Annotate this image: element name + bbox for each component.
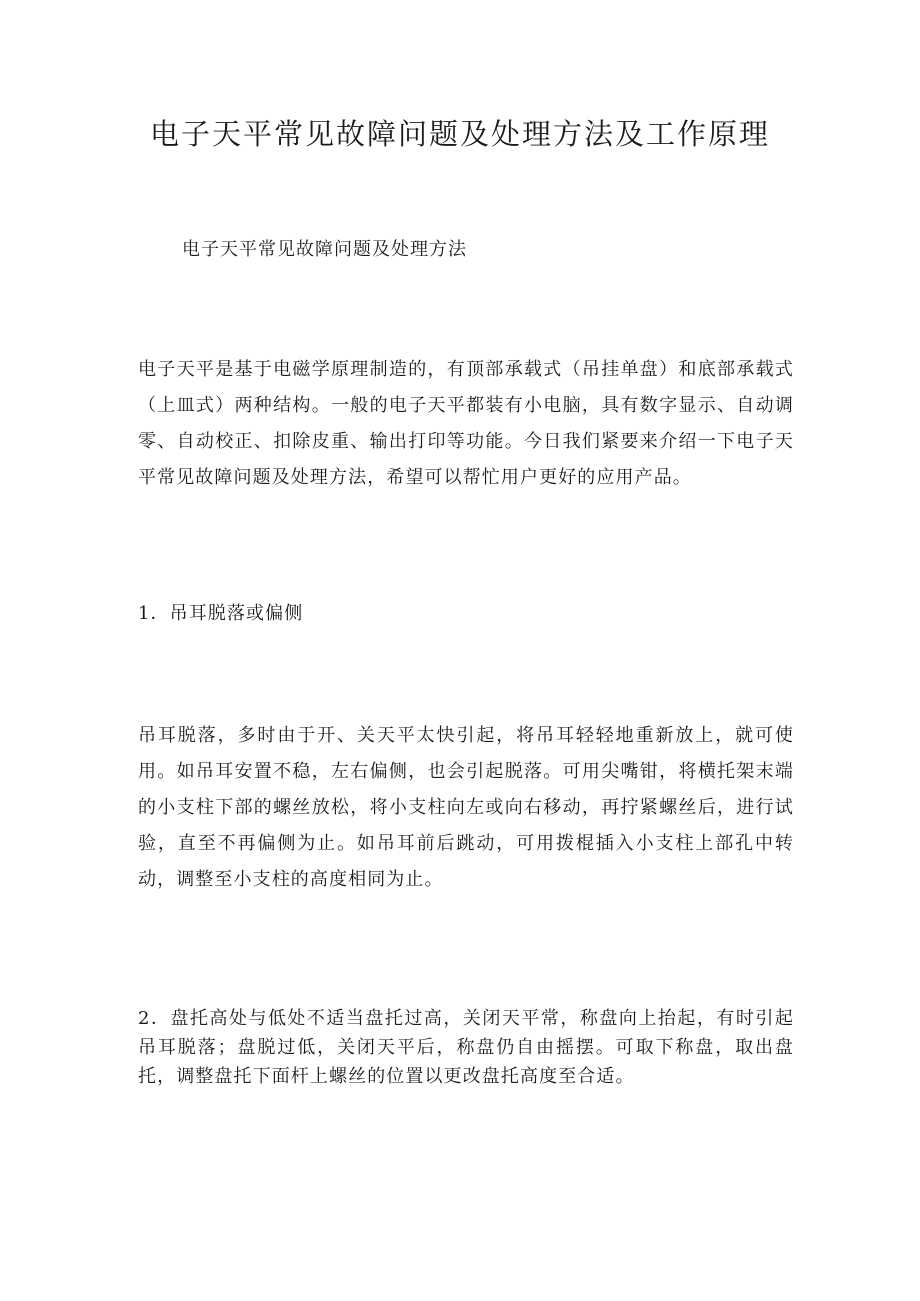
section-1-heading: 1．吊耳脱落或偏侧 — [138, 603, 304, 624]
section-1-paragraph: 吊耳脱落，多时由于开、关天平太快引起，将吊耳轻轻地重新放上，就可使用。如吊耳安置不稳，左右偏侧，也会引起脱落。可用尖嘴钳，将横托架末端的小支柱下部的螺丝放松，将小支柱向左或向右移动，再拧紧螺丝后，进行试验，直至不再偏侧为止。如吊耳前后跳动，可用拨棍插入小支柱上部孔中转动，调整至小支柱的高度相同为止。 — [138, 725, 794, 890]
document-title: 电子天平常见故障问题及处理方法及工作原理 — [149, 117, 770, 151]
document-subtitle: 电子天平常见故障问题及处理方法 — [182, 239, 467, 260]
intro-paragraph: 电子天平是基于电磁学原理制造的，有顶部承载式（吊挂单盘）和底部承载式（上皿式）两种结构。一般的电子天平都装有小电脑，具有数字显示、自动调零、自动校正、扣除皮重、输出打印等功能。今日我们紧要来介绍一下电子天平常见故障问题及处理方法，希望可以帮忙用户更好的应用产品。 — [138, 359, 794, 488]
section-2-paragraph: 2．盘托高处与低处不适当盘托过高，关闭天平常，称盘向上抬起，有时引起吊耳脱落；盘脱过低，关闭天平后，称盘仍自由摇摆。可取下称盘，取出盘托，调整盘托下面杆上螺丝的位置以更改盘托高度至合适。 — [138, 1008, 794, 1087]
